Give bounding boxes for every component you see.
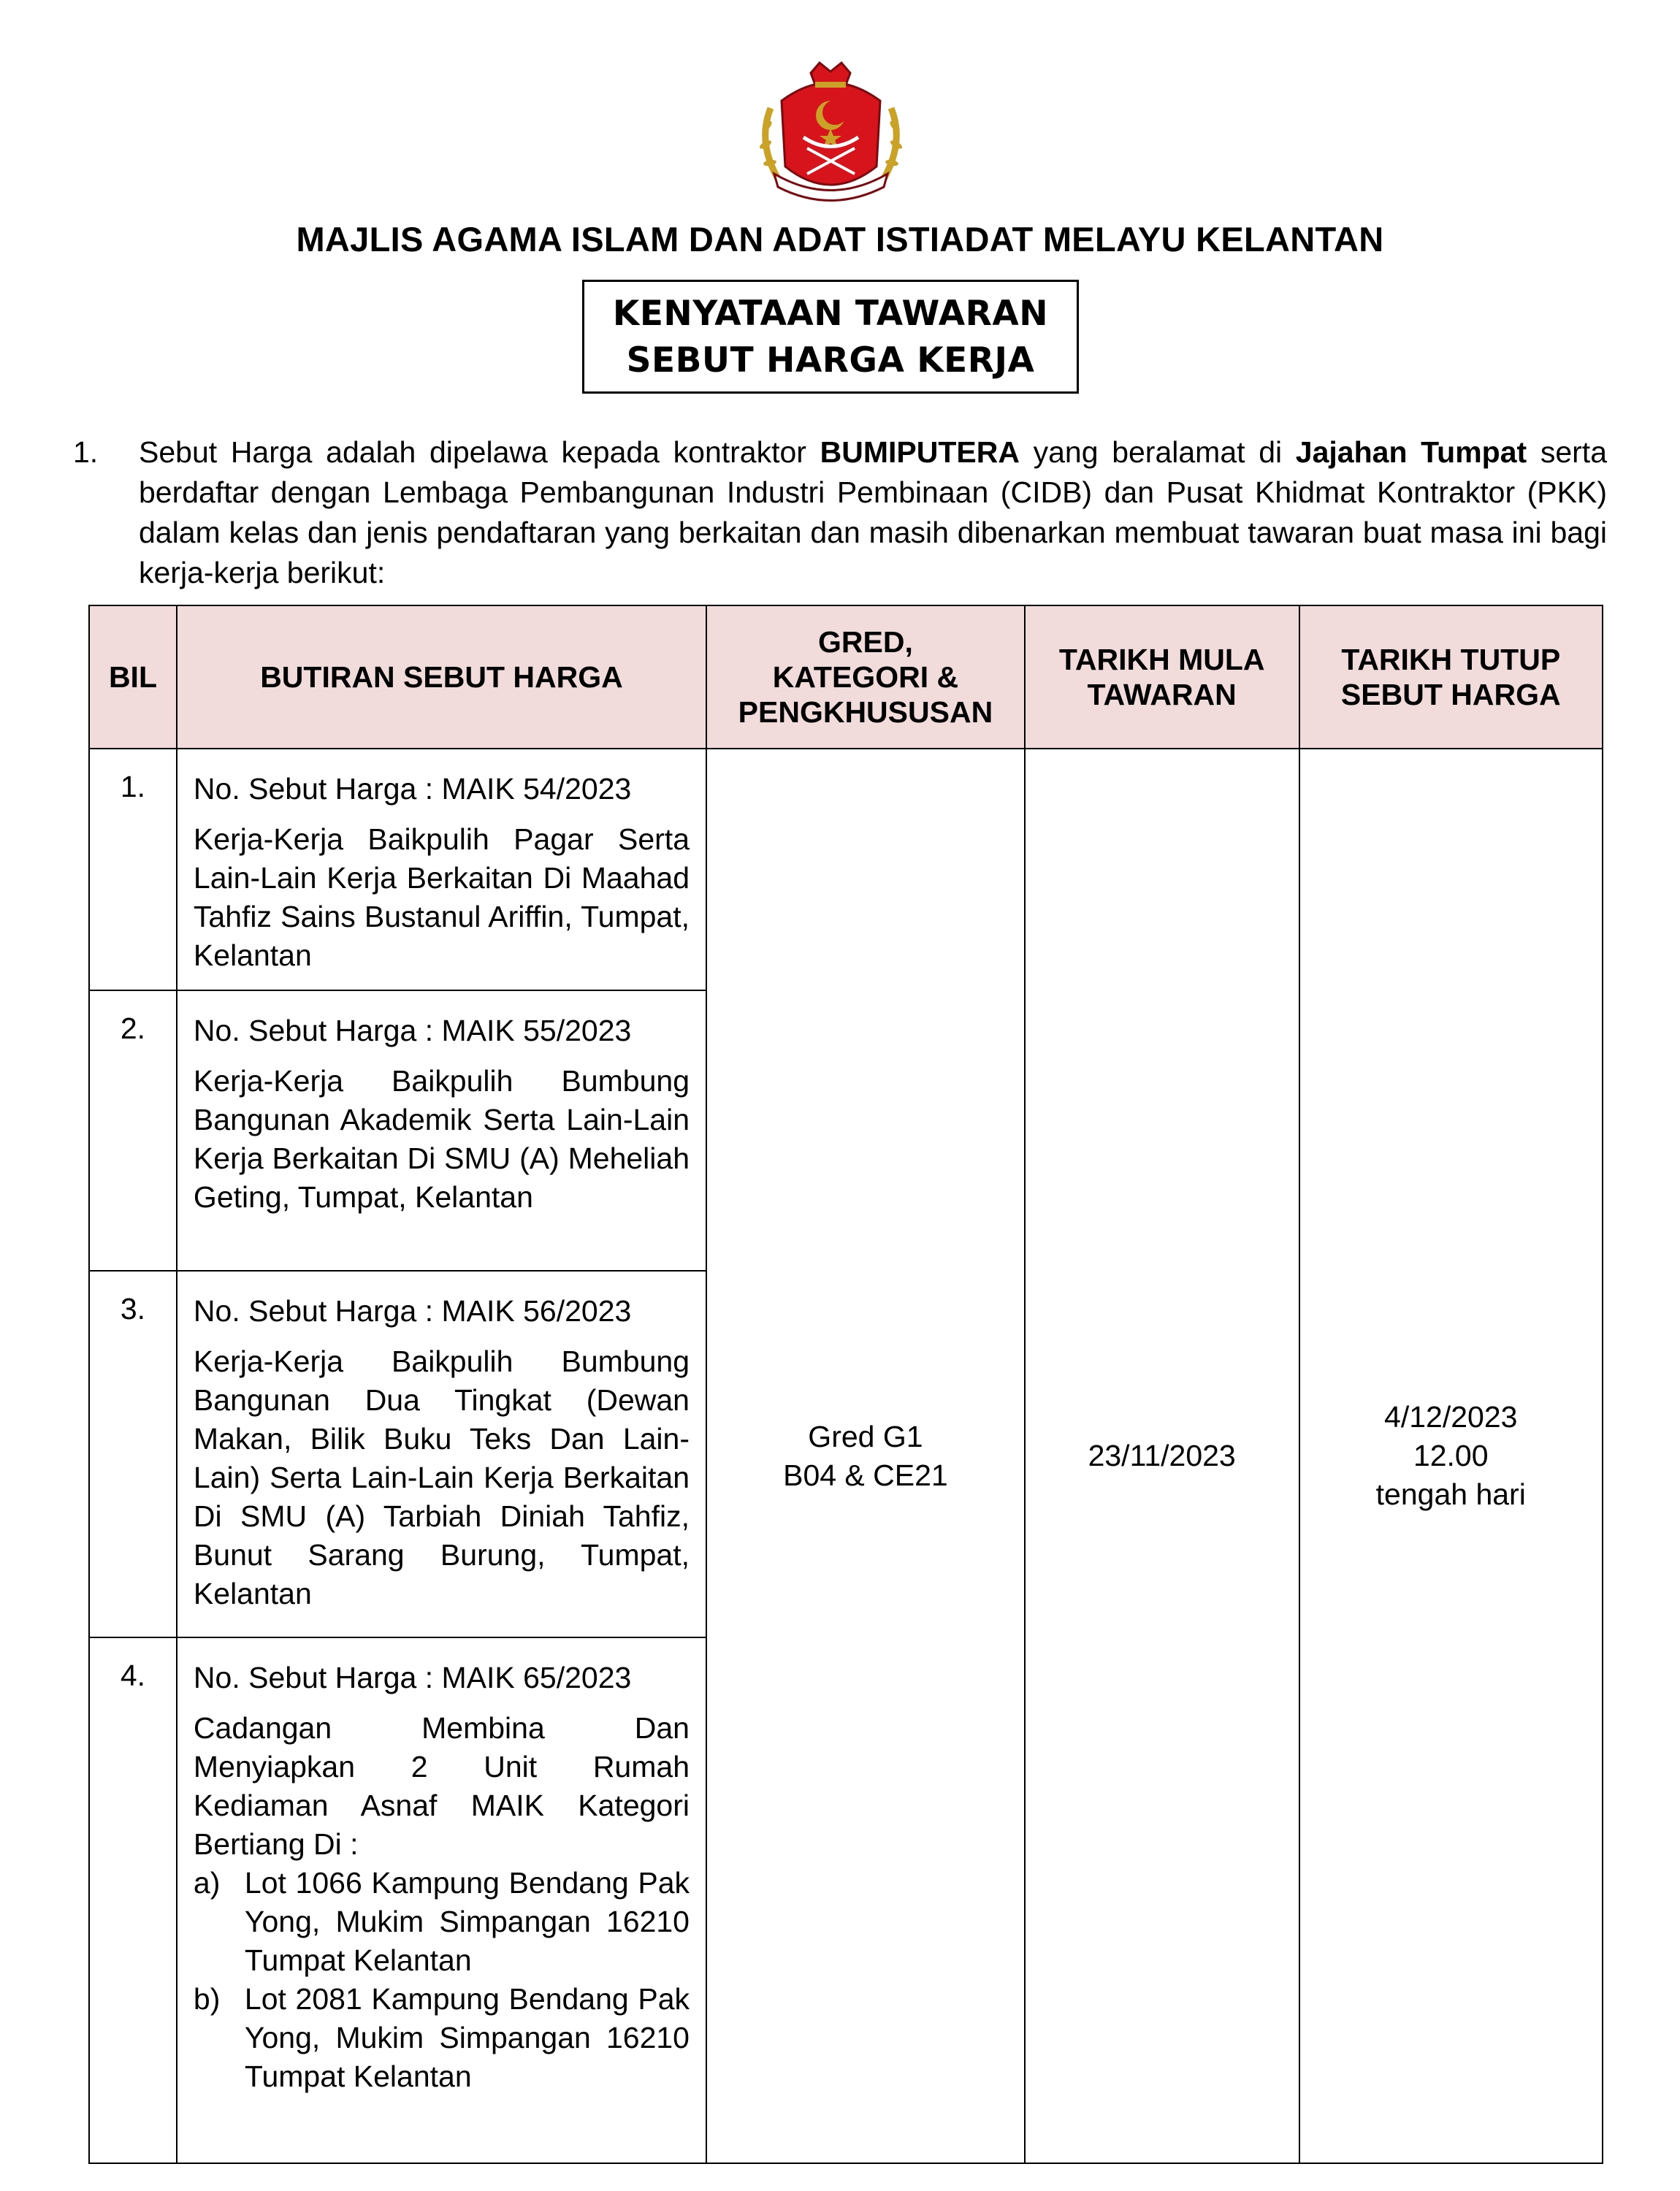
table-row bbox=[89, 749, 1603, 990]
row-bil: 3. bbox=[89, 1271, 177, 1637]
row-bil: 2. bbox=[89, 990, 177, 1271]
header-tarikh-tutup: TARIKH TUTUP SEBUT HARGA bbox=[1299, 605, 1603, 749]
work-description: Kerja-Kerja Baikpulih Pagar Serta Lain-Lain Kerja Berkaitan Di Maahad Tahfiz Sains Bustanul Ariffin, Tumpat, Kelantan bbox=[193, 822, 690, 972]
header-tarikh-mula: TARIKH MULA TAWARAN bbox=[1025, 605, 1299, 749]
row-description bbox=[177, 749, 706, 990]
intro-number: 1. bbox=[73, 435, 99, 469]
quotation-table bbox=[88, 605, 1603, 2164]
notice-title-box bbox=[582, 280, 1079, 394]
notice-title-line1: KENYATAAN TAWARAN bbox=[612, 294, 1049, 334]
closing-time-note: tengah hari bbox=[1375, 1477, 1526, 1511]
location-text: Lot 2081 Kampung Bendang Pak Yong, Mukim Simpangan 16210 Tumpat Kelantan bbox=[244, 1982, 690, 2093]
quotation-reference: No. Sebut Harga : MAIK 54/2023 bbox=[193, 772, 632, 806]
row-description bbox=[177, 1637, 706, 2163]
intro-body bbox=[139, 432, 1607, 593]
location-item bbox=[194, 1980, 690, 2096]
work-description: Kerja-Kerja Baikpulih Bumbung Bangunan Akademik Serta Lain-Lain Kerja Berkaitan Di SMU (A) Meheliah Geting, Tumpat, Kelantan bbox=[193, 1064, 690, 1214]
tarikh-tutup-cell bbox=[1299, 749, 1603, 2163]
header-butiran: BUTIRAN SEBUT HARGA bbox=[177, 605, 706, 749]
quotation-reference: No. Sebut Harga : MAIK 55/2023 bbox=[193, 1014, 632, 1047]
quotation-reference: No. Sebut Harga : MAIK 65/2023 bbox=[193, 1661, 632, 1694]
location-item bbox=[194, 1864, 690, 1980]
row-bil: 1. bbox=[89, 749, 177, 990]
intro-bold-jajahan: Jajahan Tumpat bbox=[1295, 435, 1527, 469]
location-label: b) bbox=[193, 1982, 221, 2016]
header-gred: GRED, KATEGORI & PENGKHUSUSAN bbox=[706, 605, 1025, 749]
notice-title-line2: SEBUT HARGA KERJA bbox=[626, 340, 1035, 381]
header-bil: BIL bbox=[89, 605, 177, 749]
gred-line: Gred G1 bbox=[808, 1419, 923, 1453]
gred-kategori-cell bbox=[706, 749, 1025, 2163]
location-text: Lot 1066 Kampung Bendang Pak Yong, Mukim Simpangan 16210 Tumpat Kelantan bbox=[244, 1866, 690, 1977]
intro-bold-bumiputera: BUMIPUTERA bbox=[820, 435, 1020, 469]
intro-text-3: serta berdaftar dengan Lembaga Pembangunan Industri Pembinaan (CIDB) dan Pusat Khidmat Kontraktor (PKK) dalam kelas dan jenis pendaftaran yang berkaitan dan masih dibenarkan membuat tawaran buat masa ini bagi kerja-kerja berikut: bbox=[139, 435, 1607, 589]
intro-text-1: Sebut Harga adalah dipelawa kepada kontraktor bbox=[139, 435, 820, 469]
row-description bbox=[177, 1271, 706, 1637]
tarikh-mula-cell: 23/11/2023 bbox=[1025, 749, 1299, 2163]
quotation-reference: No. Sebut Harga : MAIK 56/2023 bbox=[193, 1294, 632, 1328]
work-description: Kerja-Kerja Baikpulih Bumbung Bangunan Dua Tingkat (Dewan Makan, Bilik Buku Teks Dan Lain-Lain) Serta Lain-Lain Kerja Berkaitan Di SMU (A) Tarbiah Diniah Tahfiz, Bunut Sarang Burung, Tumpat, Kelantan bbox=[193, 1345, 690, 1610]
closing-date: 4/12/2023 bbox=[1384, 1400, 1518, 1434]
intro-text-2: yang beralamat di bbox=[1019, 435, 1296, 469]
kategori-line: B04 & CE21 bbox=[783, 1458, 948, 1492]
work-description: Cadangan Membina Dan Menyiapkan 2 Unit Rumah Kediaman Asnaf MAIK Kategori Bertiang Di : bbox=[193, 1711, 690, 1861]
intro-paragraph bbox=[73, 432, 1607, 593]
location-label: a) bbox=[193, 1866, 221, 1900]
crest-logo bbox=[752, 57, 909, 210]
table-header-row bbox=[89, 605, 1603, 749]
closing-time: 12.00 bbox=[1413, 1439, 1489, 1472]
organization-title: MAJLIS AGAMA ISLAM DAN ADAT ISTIADAT MELAYU KELANTAN bbox=[296, 220, 1384, 259]
row-bil: 4. bbox=[89, 1637, 177, 2163]
row-description bbox=[177, 990, 706, 1271]
